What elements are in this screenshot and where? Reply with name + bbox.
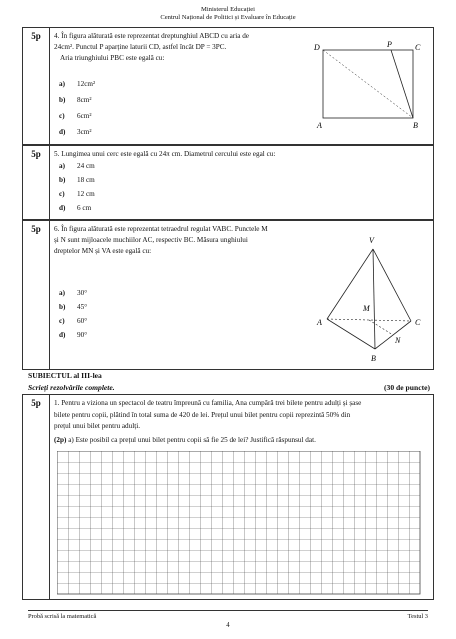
q6-points: 5p: [31, 224, 41, 234]
points-divider: [49, 28, 50, 144]
label-c: C: [415, 318, 421, 327]
q5-content: [54, 149, 427, 160]
question-4-box: [22, 27, 434, 145]
points-divider: [49, 146, 50, 219]
p1-text-line1: 1. Pentru a viziona un spectacol de teatru împreună cu familia, Ana cumpără trei bilete pentru adulți și șase: [54, 399, 362, 407]
points-divider: [49, 395, 50, 599]
center-name: Centrul Național de Politici și Evaluare în Educație: [160, 14, 296, 21]
page-footer: [28, 610, 428, 620]
p1-points: 5p: [31, 398, 41, 408]
q4-points: 5p: [31, 31, 41, 41]
label-b: B: [413, 121, 418, 130]
points-divider: [49, 221, 50, 369]
segment-mn: [369, 320, 393, 335]
page-header: [0, 6, 456, 22]
question-5-box: [22, 145, 434, 220]
section-title: SUBIECTUL al III-lea: [28, 371, 102, 380]
q5-points: 5p: [31, 149, 41, 159]
q4-option-c: c) 6cm²: [59, 112, 92, 120]
label-p: P: [387, 40, 392, 49]
q5-text: 5. Lungimea unui cerc este egală cu 24π cm. Diametrul cercului este egal cu:: [54, 150, 276, 158]
q5-option-b: b) 18 cm: [59, 176, 95, 184]
q4-content: [54, 31, 303, 64]
p1-subquestion-a: (2p) a) Este posibil ca prețul unui bilet pentru copii să fie 25 de lei? Justifică răspunsul dat.: [54, 435, 316, 444]
label-n: N: [395, 336, 401, 345]
label-b: B: [371, 354, 376, 363]
footer-right: Testul 3: [407, 613, 428, 620]
footer-left: Probă scrisă la matematică: [28, 613, 97, 620]
edge-vc: [373, 249, 411, 321]
p1-content: [54, 398, 427, 446]
page-number: 4: [226, 622, 230, 629]
q4-text-line1: 4. În figura alăturată este reprezentat dreptunghiul ABCD cu aria de: [54, 32, 249, 40]
q6-option-a: a) 30°: [59, 289, 88, 297]
q4-option-d: d) 3cm²: [59, 128, 92, 136]
segment-db: [323, 50, 413, 118]
label-m: M: [363, 304, 370, 313]
problem-1-box: [22, 394, 434, 600]
label-c: C: [415, 43, 421, 52]
label-a: A: [317, 318, 322, 327]
q4-rectangle-figure: [309, 40, 429, 130]
p1-text-line3: prețul unui bilet pentru adulți.: [54, 422, 141, 430]
section-instruction: Scrieți rezolvările complete.: [28, 383, 115, 392]
section-points: (30 de puncte): [384, 383, 430, 392]
q5-option-c: c) 12 cm: [59, 190, 95, 198]
q4-option-b: b) 8cm²: [59, 96, 92, 104]
q6-text-line2: și N sunt mijloacele muchiilor AC, respectiv BC. Măsura unghiului: [54, 236, 248, 244]
edge-vb: [373, 249, 375, 349]
q5-option-d: d) 6 cm: [59, 204, 92, 212]
ministry-name: Ministerul Educației: [200, 6, 256, 13]
p1-text-line2: bilete pentru copii, plătind în total suma de 420 de lei. Prețul unui bilet pentru copii reprezintă 50% din: [54, 410, 351, 419]
edge-ab: [327, 319, 375, 349]
q4-option-a: a) 12cm²: [59, 80, 96, 88]
label-a: A: [317, 121, 322, 130]
q6-option-d: d) 90°: [59, 331, 88, 339]
q5-option-a: a) 24 cm: [59, 162, 95, 170]
q6-tetrahedron-figure: [307, 231, 431, 367]
question-6-box: [22, 220, 434, 370]
answer-grid[interactable]: [57, 451, 425, 597]
label-v: V: [369, 236, 374, 245]
q6-option-c: c) 60°: [59, 317, 88, 325]
q6-text-line3: dreptelor MN și VA este egală cu:: [54, 247, 152, 255]
q6-option-b: b) 45°: [59, 303, 88, 311]
segment-pb: [391, 50, 413, 118]
label-d: D: [314, 43, 320, 52]
q6-text-line1: 6. În figura alăturată este reprezentat tetraedrul regulat VABC. Punctele M: [54, 225, 268, 233]
q4-text-line3: Aria triunghiului PBC este egală cu:: [60, 54, 165, 62]
q4-text-line2: 24cm². Punctul P aparține laturii CD, astfel încât DP = 3PC.: [54, 43, 227, 51]
grid-area[interactable]: [57, 451, 420, 594]
